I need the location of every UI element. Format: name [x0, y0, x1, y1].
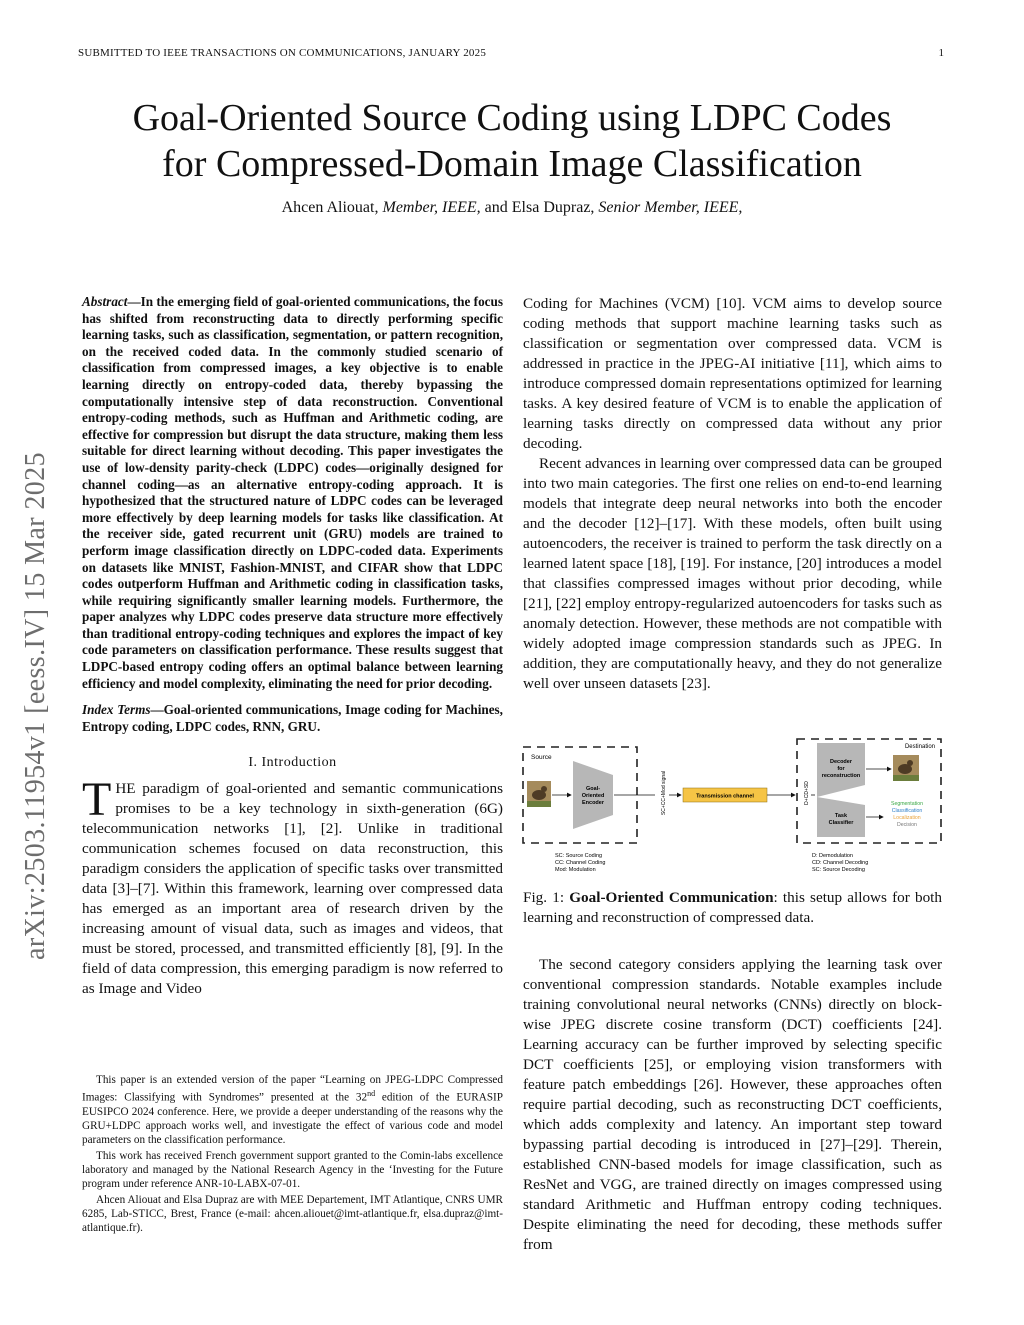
footnote-2: This work has received French government support granted to the Comin-labs excellence laboratory and managed by the National Research Agency in the ‘Investing for the Future program under reference ANR-10-LABX-07-01. [82, 1149, 503, 1190]
section-heading-introduction: I. Introduction [248, 755, 337, 771]
paper-title [40, 95, 984, 187]
source-bird-image [527, 781, 551, 807]
legend-sd: SC: Source Decoding [812, 867, 865, 873]
index-terms-text: —Goal-oriented communications, Image coding for Machines, Entropy coding, LDPC codes, RNN, GRU. [82, 702, 503, 734]
caption-bold: Goal-Oriented Communication [569, 889, 774, 906]
classifier-label-2: Classifier [828, 820, 854, 826]
destination-bird-image [893, 755, 919, 781]
abstract-text: —In the emerging field of goal-oriented communications, the focus has shifted from reconstructing data to directly performing specific learning tasks, such as classification, segmentation, or pattern recognition, on the received coded data. In the commonly studied scenario of classification from compressed images, a key objective is to enable learning directly on entropy-coded data, thereby bypassing the computationally intensive step of data reconstruction. Conventional entropy-coding methods, such as Huffman and Arithmetic coding, are effective for compression but disrupt the data structure, making them less suitable for direct learning without decoding. This paper investigates the use of low-density parity-check (LDPC) codes—originally designed for channel coding—as an alternative entropy-coding approach. It is hypothesized that the structured nature of LDPC codes can be leveraged more effectively by deep learning models for tasks like classification. At the receiver side, gated recurrent unit (GRU) models are trained to perform image classification directly on LDPC-coded data. Experiments on datasets like MNIST, Fashion-MNIST, and CIFAR show that LDPC codes outperform Huffman and Arithmetic coding in classification tasks, while requiring significantly smaller learning models. Furthermore, the paper analyzes why LDPC codes preserve data structure more effectively than traditional entropy-coding techniques and explores the impact of key code parameters on classification performance. These results suggest that LDPC-based entropy coding offers an optimal balance between learning efficiency and model complexity, eliminating the need for prior decoding. [82, 294, 503, 691]
intro-paragraph [82, 773, 503, 999]
index-terms-label: Index Terms [82, 702, 151, 718]
sc-cc-mod-label: SC+CC+Mod signal [661, 770, 667, 816]
title-line-2: for Compressed-Domain Image Classification [162, 143, 862, 185]
legend-sc: SC: Source Coding [555, 853, 603, 859]
legend-mod: Mod: Modulation [555, 867, 596, 873]
source-label: Source [531, 754, 552, 761]
abstract [82, 294, 503, 692]
footnote-1-sup: nd [367, 1089, 376, 1098]
transmission-channel-label: Transmission channel [696, 793, 754, 800]
right-column-top [523, 294, 942, 694]
task-decision: Decision [897, 822, 917, 828]
author-2-role: Senior Member, IEEE, [598, 199, 743, 216]
page-number: 1 [938, 47, 944, 59]
destination-label: Destination [904, 744, 935, 750]
footnote-1b: edition of the EURASIP EUSIPCO 2024 conference. Here, we provide a deeper understanding of the reasons why the GRU+LDPC approach works well, and investigate the effect of various code and model parameters on the classification performance. [82, 1091, 503, 1146]
encoder-label-3: Encoder [581, 800, 605, 806]
decoder-label-3: reconstruction [821, 773, 861, 779]
footnote-3: Ahcen Aliouat and Elsa Dupraz are with MEE Departement, IMT Atlantique, CNRS UMR 6285, Lab-STICC, Brest, France (e-mail: ahcen.aliouet@imt-atlantique.fr, elsa.dupraz@imt-atlantique.fr). [82, 1193, 503, 1234]
right-paragraph-2: Recent advances in learning over compressed data can be grouped into two main categories. The first one relies on end-to-end learning models that integrate deep neural networks into both the encoder and the decoder [12]–[17]. With these models, often built using autoencoders, the receiver is trained to perform the task directly on a learned latent space [18], [19]. For instance, [20] introduces a model that classifies compressed images without prior decoding, while [21], [22] employ entropy-regularized autoencoders for tasks such as anomaly detection. However, these methods are not compatible with widely adopted image compression standards such as JPEG. In addition, they are computationally heavy, and they do not generalize well over unseen datasets [23]. [523, 455, 942, 692]
right-paragraph-3: The second category considers applying the learning task over conventional compression standards. Notable examples include training convolutional neural networks (CNNs) directly on block-wise JPEG discrete cosine transform (DCT) coefficients [24]. Learning accuracy can be further improved by selecting specific DCT coefficients [25], or employing vision transformers with feature patch embeddings [26]. However, these approaches often require partial decoding, such as reconstructing DCT coefficients, which adds complexity and latency. An important step toward bypassing partial decoding is introduced in [27]–[29]. Therein, established CNN-based models for image classification, such as ResNet and VGG, are trained directly on images compressed using standard Arithmetic and Huffman entropy coding techniques. Despite eliminating the need for decoding, these methods suffer from [523, 956, 942, 1253]
legend-cd: CD: Channel Decoding [812, 860, 869, 866]
dropcap: T [82, 773, 112, 827]
right-paragraph-1: Coding for Machines (VCM) [10]. VCM aims to develop source coding methods that support machine learning tasks such as classification or segmentation over compressed data. VCM is addressed in practice in the JPEG-AI initiative [11], which aims to introduce compressed domain representations optimized for learning tasks. A key desired feature of VCM is to enable the application of learning tasks directly on compressed data without any prior decoding. [523, 295, 942, 452]
author-2: Elsa Dupraz, [511, 199, 595, 216]
title-line-1: Goal-Oriented Source Coding using LDPC Codes [132, 97, 892, 139]
caption-prefix: Fig. 1: [523, 889, 565, 906]
task-segmentation: Segmentation [890, 801, 924, 807]
figure-diagram [515, 733, 947, 879]
running-header: SUBMITTED TO IEEE TRANSACTIONS ON COMMUNICATIONS, JANUARY 2025 [78, 47, 487, 59]
encoder-label-2: Oriented [581, 793, 605, 799]
legend-d: D: Demodulation [812, 853, 853, 859]
caption-text: : this setup allows for both learning and reconstruction of compressed data. [523, 889, 942, 926]
footnote-1 [82, 1073, 503, 1147]
left-column [82, 294, 503, 999]
right-column-bottom [523, 955, 942, 1255]
author-1: Ahcen Aliouat, [281, 199, 379, 216]
figure-caption [523, 888, 942, 928]
footnote-1a: This paper is an extended version of the paper “Learning on JPEG-LDPC Compressed Images: Classifying with Syndromes” presented at the 32 [82, 1074, 503, 1104]
legend-cc: CC: Channel Coding [555, 860, 606, 866]
figure-goal-oriented-communication [515, 733, 947, 879]
intro-text: HE paradigm of goal-oriented and semantic communications promises to be a key technology in sixth-generation (6G) telecommunication networks [1], [2]. Unlike in traditional communication schemes focused on data reconstruction, this paradigm considers the application of specific tasks over transmitted data [3]–[7]. Within this framework, learning over compressed data has emerged as an important area of research driven by the increasing amount of visual data, such as images and videos, that must be stored, processed, and transmitted efficiently [8], [9]. In the field of data compression, this emerging paradigm is now referred to as Image and Video [82, 780, 503, 998]
index-terms [82, 702, 503, 735]
abstract-label: Abstract [82, 294, 128, 309]
author-and: and [484, 199, 508, 216]
encoder-label-1: Goal- [585, 786, 601, 792]
task-classification: Classification [891, 808, 923, 814]
decoder-label-2: for [837, 766, 845, 772]
task-localization: Localization [893, 815, 921, 821]
footnotes [82, 1073, 503, 1237]
author-1-role: Member, IEEE, [382, 199, 481, 216]
arxiv-stamp: arXiv:2503.11954v1 [eess.IV] 15 Mar 2025 [20, 452, 51, 960]
author-line [40, 199, 984, 217]
decoder-label-1: Decoder [829, 759, 853, 765]
d-cd-sd-label: D+CD+SD [804, 781, 810, 805]
classifier-label-1: Task [834, 813, 848, 819]
